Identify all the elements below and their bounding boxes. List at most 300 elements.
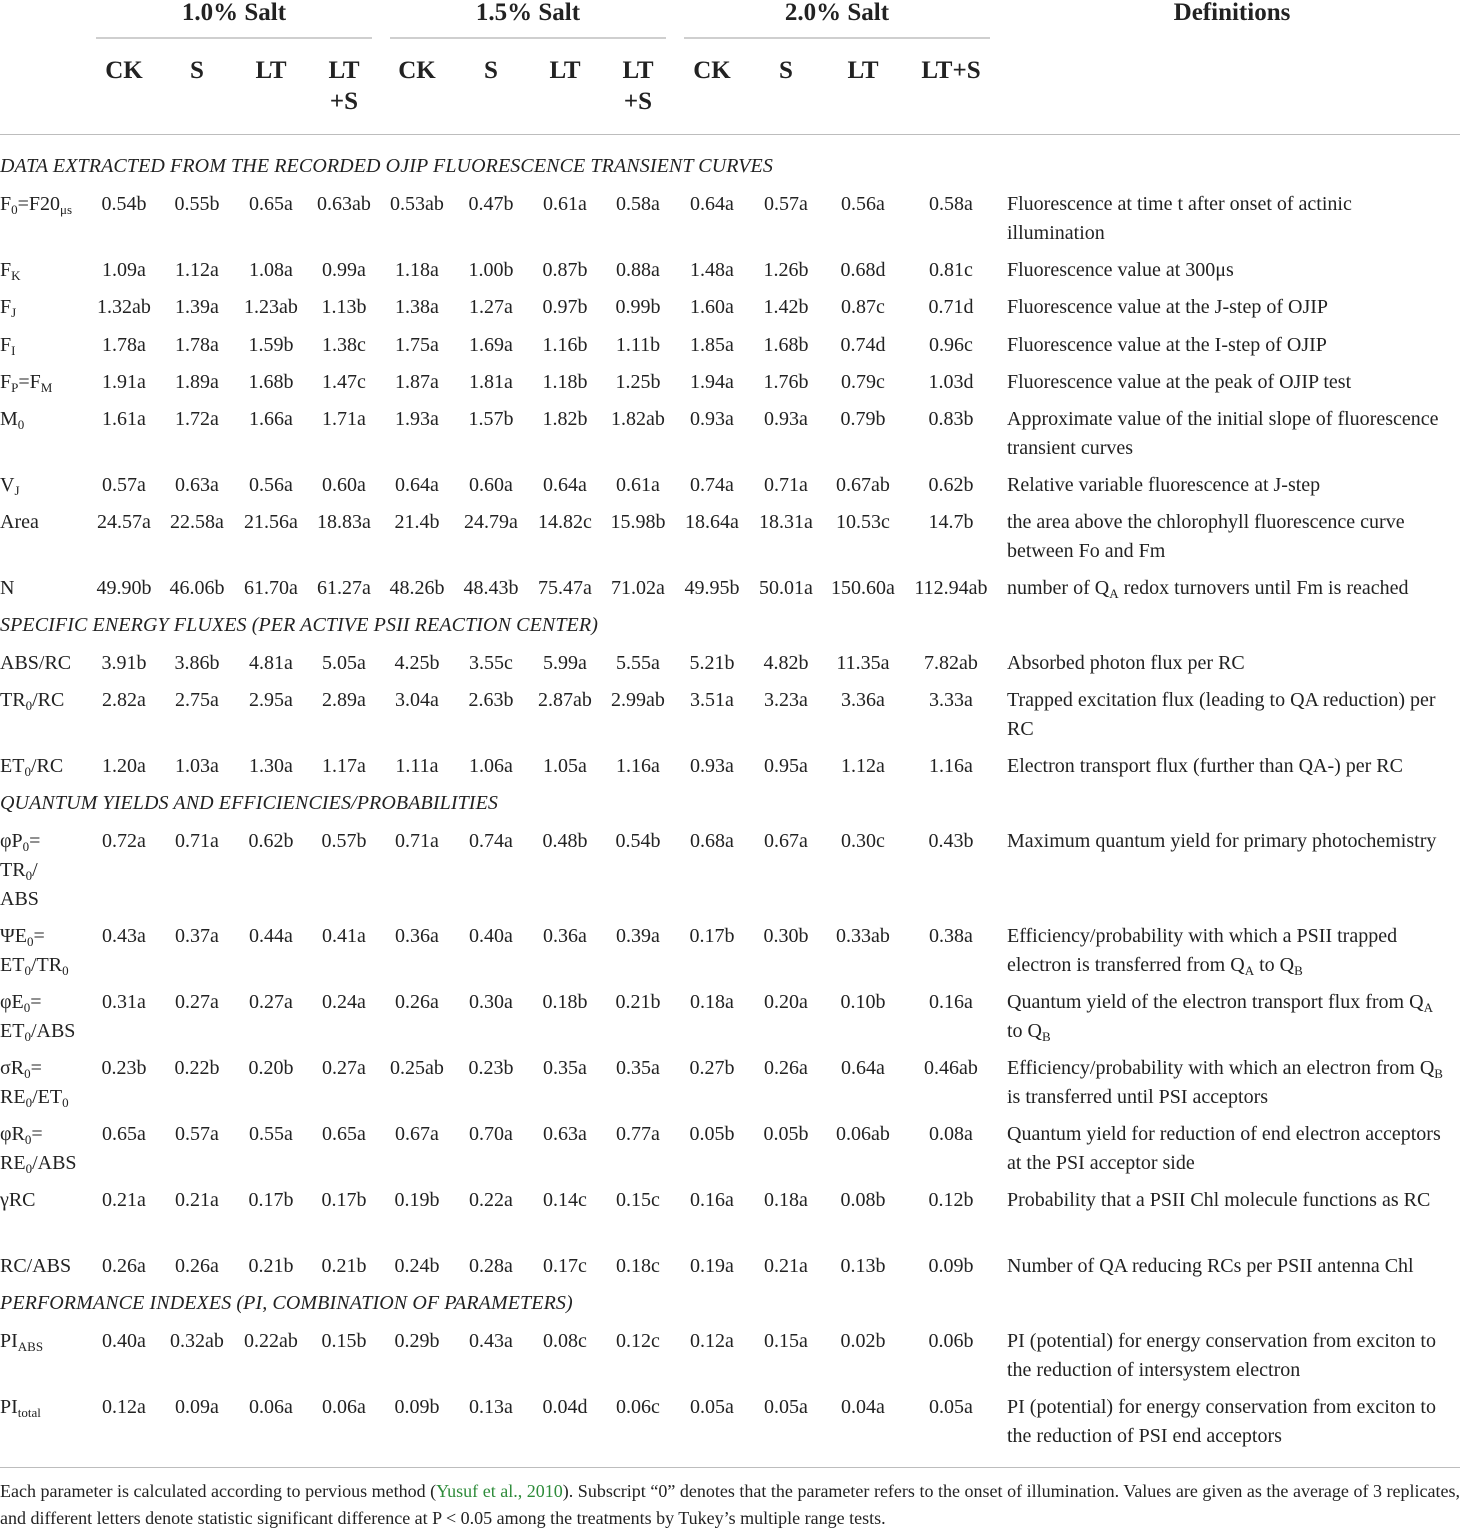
value-cell: 0.74a <box>469 830 513 852</box>
value-cell: 0.57a <box>175 1123 219 1145</box>
group-rule <box>390 37 666 39</box>
value-cell: 0.15c <box>616 1189 660 1211</box>
value-cell: 1.82ab <box>611 408 665 430</box>
column-header: CK <box>693 57 731 84</box>
value-cell: 49.95b <box>684 577 740 599</box>
row-label: $F_J$ <box>0 296 17 320</box>
value-cell: 0.65a <box>322 1123 366 1145</box>
value-cell: 1.39a <box>175 296 219 318</box>
column-header: CK <box>105 57 143 84</box>
value-cell: 1.78a <box>175 334 219 356</box>
value-cell: 1.60a <box>690 296 734 318</box>
value-cell: 0.77a <box>616 1123 660 1145</box>
value-cell: 21.56a <box>244 511 298 533</box>
value-cell: 0.40a <box>469 925 513 947</box>
value-cell: 0.15b <box>321 1330 367 1352</box>
value-cell: 1.48a <box>690 259 734 281</box>
value-cell: 1.32ab <box>97 296 151 318</box>
value-cell: 0.96c <box>929 334 973 356</box>
value-cell: 1.69a <box>469 334 513 356</box>
value-cell: 1.00b <box>468 259 514 281</box>
value-cell: 0.23b <box>468 1057 514 1079</box>
value-cell: 0.40a <box>102 1330 146 1352</box>
value-cell: 2.99ab <box>611 689 665 711</box>
value-cell: 0.09b <box>394 1396 440 1418</box>
column-header: LT+S <box>921 57 981 84</box>
group-rule <box>96 37 372 39</box>
value-cell: 24.57a <box>97 511 151 533</box>
value-cell: 1.17a <box>322 755 366 777</box>
value-cell: 0.28a <box>469 1255 513 1277</box>
value-cell: 0.18a <box>690 991 734 1013</box>
value-cell: 0.61a <box>616 474 660 496</box>
value-cell: 0.27a <box>175 991 219 1013</box>
value-cell: 0.27a <box>322 1057 366 1079</box>
value-cell: 0.71a <box>764 474 808 496</box>
value-cell: 0.26a <box>395 991 439 1013</box>
value-cell: 0.93a <box>690 408 734 430</box>
value-cell: 0.60a <box>322 474 366 496</box>
value-cell: 1.89a <box>175 371 219 393</box>
row-label: $\Psi E_0=$ $ET_0/TR_0$ <box>0 925 69 978</box>
value-cell: 0.05a <box>690 1396 734 1418</box>
value-cell: 0.71d <box>928 296 974 318</box>
value-cell: 0.70a <box>469 1123 513 1145</box>
value-cell: 1.13b <box>321 296 367 318</box>
value-cell: 1.85a <box>690 334 734 356</box>
value-cell: 1.68b <box>248 371 294 393</box>
row-label: $\varphi P_0=$ $TR_0/$ ABS <box>0 830 41 910</box>
value-cell: 0.57a <box>764 193 808 215</box>
row-label: $V_J$ <box>0 474 20 498</box>
value-cell: 61.27a <box>317 577 371 599</box>
value-cell: 0.12a <box>690 1330 734 1352</box>
value-cell: 150.60a <box>831 577 895 599</box>
definition-text: Electron transport flux (further than QA-) per RC <box>1007 755 1403 777</box>
value-cell: 5.05a <box>322 652 366 674</box>
value-cell: 3.33a <box>929 689 973 711</box>
value-cell: 0.21b <box>248 1255 294 1277</box>
definition-text: Efficiency/probability with which a PSII trapped electron is transferred from $Q_A$ to $Q_B$ <box>1007 925 1398 978</box>
value-cell: 0.26a <box>175 1255 219 1277</box>
value-cell: 0.57a <box>102 474 146 496</box>
value-cell: 4.81a <box>249 652 293 674</box>
value-cell: 1.72a <box>175 408 219 430</box>
value-cell: 1.25b <box>615 371 661 393</box>
value-cell: 0.54b <box>101 193 147 215</box>
row-label: $PI_{ABS}$ <box>0 1330 44 1354</box>
value-cell: 0.79c <box>841 371 885 393</box>
value-cell: 1.76b <box>763 371 809 393</box>
value-cell: 0.67ab <box>836 474 890 496</box>
value-cell: 1.94a <box>690 371 734 393</box>
value-cell: 18.31a <box>759 511 813 533</box>
row-label: $F_P=F_M$ <box>0 371 53 395</box>
value-cell: 0.57b <box>321 830 367 852</box>
value-cell: 0.06a <box>249 1396 293 1418</box>
value-cell: 0.47b <box>468 193 514 215</box>
value-cell: 18.64a <box>685 511 739 533</box>
value-cell: 1.38a <box>395 296 439 318</box>
row-label: RC/ABS <box>0 1255 72 1277</box>
value-cell: 0.62b <box>248 830 294 852</box>
value-cell: 0.72a <box>102 830 146 852</box>
section-heading: QUANTUM YIELDS AND EFFICIENCIES/PROBABILITIES <box>0 792 498 814</box>
row-label: Area <box>0 511 39 533</box>
section-heading: DATA EXTRACTED FROM THE RECORDED OJIP FLUORESCENCE TRANSIENT CURVES <box>0 155 773 177</box>
value-cell: 0.99a <box>322 259 366 281</box>
definition-text: Maximum quantum yield for primary photochemistry <box>1007 830 1437 852</box>
value-cell: 1.16a <box>929 755 973 777</box>
value-cell: 0.31a <box>102 991 146 1013</box>
definition-text: Trapped excitation flux (leading to QA reduction) per RC <box>1007 689 1436 740</box>
value-cell: 0.39a <box>616 925 660 947</box>
value-cell: 7.82ab <box>924 652 978 674</box>
value-cell: 3.91b <box>101 652 147 674</box>
value-cell: 0.81c <box>929 259 973 281</box>
value-cell: 3.51a <box>690 689 734 711</box>
value-cell: 0.87c <box>841 296 885 318</box>
value-cell: 1.16b <box>542 334 588 356</box>
value-cell: 0.30c <box>841 830 885 852</box>
value-cell: 0.21a <box>764 1255 808 1277</box>
value-cell: 0.22b <box>174 1057 220 1079</box>
definition-text: Quantum yield of the electron transport flux from $Q_A$ to $Q_B$ <box>1007 991 1433 1044</box>
value-cell: 0.27b <box>689 1057 735 1079</box>
value-cell: 24.79a <box>464 511 518 533</box>
value-cell: 0.12a <box>102 1396 146 1418</box>
value-cell: 0.21b <box>615 991 661 1013</box>
value-cell: 2.63b <box>468 689 514 711</box>
definition-text: Quantum yield for reduction of end electron acceptors at the PSI acceptor side <box>1007 1123 1441 1174</box>
value-cell: 0.23b <box>101 1057 147 1079</box>
value-cell: 2.95a <box>249 689 293 711</box>
definition-text: Fluorescence at time t after onset of actinic illumination <box>1007 193 1352 244</box>
value-cell: 1.93a <box>395 408 439 430</box>
value-cell: 0.99b <box>615 296 661 318</box>
value-cell: 4.82b <box>763 652 809 674</box>
definition-text: Absorbed photon flux per RC <box>1007 652 1245 674</box>
value-cell: 0.36a <box>395 925 439 947</box>
citation-link[interactable]: Yusuf et al., 2010 <box>436 1481 563 1501</box>
value-cell: 0.48b <box>542 830 588 852</box>
definition-text: Relative variable fluorescence at J-step <box>1007 474 1321 496</box>
value-cell: 1.18b <box>542 371 588 393</box>
value-cell: 0.88a <box>616 259 660 281</box>
value-cell: 71.02a <box>611 577 665 599</box>
value-cell: 1.30a <box>249 755 293 777</box>
definition-text: Probability that a PSII Chl molecule functions as RC <box>1007 1189 1431 1211</box>
value-cell: 3.86b <box>174 652 220 674</box>
value-cell: 10.53c <box>836 511 890 533</box>
column-header: S <box>190 57 204 84</box>
value-cell: 0.56a <box>841 193 885 215</box>
value-cell: 1.91a <box>102 371 146 393</box>
value-cell: 1.09a <box>102 259 146 281</box>
value-cell: 0.32ab <box>170 1330 224 1352</box>
value-cell: 1.27a <box>469 296 513 318</box>
value-cell: 1.81a <box>469 371 513 393</box>
value-cell: 11.35a <box>836 652 890 674</box>
value-cell: 0.55a <box>249 1123 293 1145</box>
value-cell: 0.33ab <box>836 925 890 947</box>
header-rule <box>0 134 1460 135</box>
value-cell: 0.43a <box>102 925 146 947</box>
value-cell: 0.62b <box>928 474 974 496</box>
value-cell: 3.23a <box>764 689 808 711</box>
group-header: 2.0% Salt <box>784 0 890 26</box>
definition-text: Fluorescence value at 300μs <box>1007 259 1234 281</box>
row-label: $\varphi E_0=$ $ET_0$/ABS <box>0 991 76 1044</box>
group-header: 1.5% Salt <box>475 0 581 26</box>
value-cell: 0.43a <box>469 1330 513 1352</box>
value-cell: 0.79b <box>840 408 886 430</box>
value-cell: 1.75a <box>395 334 439 356</box>
value-cell: 21.4b <box>394 511 440 533</box>
value-cell: 0.17b <box>689 925 735 947</box>
section-heading: PERFORMANCE INDEXES (PI, COMBINATION OF PARAMETERS) <box>0 1292 573 1314</box>
row-label: $F_0=F20_{\mu s}$ <box>0 193 73 217</box>
group-header: 1.0% Salt <box>181 0 287 26</box>
value-cell: 0.17c <box>543 1255 587 1277</box>
definitions-header: Definitions <box>1173 0 1291 26</box>
value-cell: 0.74a <box>690 474 734 496</box>
value-cell: 22.58a <box>170 511 224 533</box>
value-cell: 0.30b <box>763 925 809 947</box>
value-cell: 0.08c <box>543 1330 587 1352</box>
value-cell: 1.78a <box>102 334 146 356</box>
value-cell: 0.09b <box>928 1255 974 1277</box>
value-cell: 0.64a <box>543 474 587 496</box>
value-cell: 0.64a <box>395 474 439 496</box>
value-cell: 0.05b <box>689 1123 735 1145</box>
definition-text: PI (potential) for energy conservation from exciton to the reduction of intersystem electron <box>1007 1330 1436 1381</box>
value-cell: 0.58a <box>929 193 973 215</box>
value-cell: 0.60a <box>469 474 513 496</box>
value-cell: 5.55a <box>616 652 660 674</box>
value-cell: 1.47c <box>322 371 366 393</box>
column-header: LT <box>549 57 581 84</box>
value-cell: 0.97b <box>542 296 588 318</box>
definition-text: number of $Q_A$ redox turnovers until Fm is reached <box>1007 577 1409 601</box>
value-cell: 0.08a <box>929 1123 973 1145</box>
value-cell: 1.11b <box>615 334 661 356</box>
value-cell: 0.04d <box>542 1396 588 1418</box>
value-cell: 1.03a <box>175 755 219 777</box>
value-cell: 0.63ab <box>317 193 371 215</box>
value-cell: 2.82a <box>102 689 146 711</box>
value-cell: 0.10b <box>840 991 886 1013</box>
value-cell: 48.26b <box>389 577 445 599</box>
value-cell: 15.98b <box>610 511 666 533</box>
value-cell: 1.12a <box>841 755 885 777</box>
value-cell: 75.47a <box>538 577 592 599</box>
value-cell: 18.83a <box>317 511 371 533</box>
value-cell: 0.37a <box>175 925 219 947</box>
value-cell: 0.05a <box>764 1396 808 1418</box>
definition-text: Fluorescence value at the peak of OJIP test <box>1007 371 1352 393</box>
value-cell: 0.16a <box>690 1189 734 1211</box>
column-header: LT <box>847 57 879 84</box>
value-cell: 112.94ab <box>914 577 988 599</box>
value-cell: 2.75a <box>175 689 219 711</box>
column-header: LT +S <box>328 57 360 115</box>
value-cell: 1.38c <box>322 334 366 356</box>
value-cell: 0.26a <box>764 1057 808 1079</box>
value-cell: 3.55c <box>469 652 513 674</box>
value-cell: 0.22a <box>469 1189 513 1211</box>
section-heading: SPECIFIC ENERGY FLUXES (PER ACTIVE PSII REACTION CENTER) <box>0 614 598 636</box>
value-cell: 0.65a <box>102 1123 146 1145</box>
value-cell: 0.22ab <box>244 1330 298 1352</box>
value-cell: 1.61a <box>102 408 146 430</box>
row-label: N <box>0 577 15 599</box>
value-cell: 0.19a <box>690 1255 734 1277</box>
footer-rule <box>0 1467 1460 1468</box>
value-cell: 0.54b <box>615 830 661 852</box>
value-cell: 0.21a <box>102 1189 146 1211</box>
value-cell: 14.82c <box>538 511 592 533</box>
value-cell: 61.70a <box>244 577 298 599</box>
value-cell: 0.18a <box>764 1189 808 1211</box>
value-cell: 1.68b <box>763 334 809 356</box>
value-cell: 0.35a <box>616 1057 660 1079</box>
definition-text: PI (potential) for energy conservation from exciton to the reduction of PSI end acceptors <box>1007 1396 1436 1447</box>
value-cell: 0.38a <box>929 925 973 947</box>
value-cell: 1.23ab <box>244 296 298 318</box>
value-cell: 1.42b <box>763 296 809 318</box>
value-cell: 1.59b <box>248 334 294 356</box>
row-label: $F_K$ <box>0 259 21 283</box>
value-cell: 4.25b <box>394 652 440 674</box>
value-cell: 0.63a <box>543 1123 587 1145</box>
value-cell: 0.46ab <box>924 1057 978 1079</box>
value-cell: 0.12b <box>928 1189 974 1211</box>
value-cell: 1.57b <box>468 408 514 430</box>
row-label: γRC <box>0 1189 36 1211</box>
value-cell: 0.15a <box>764 1330 808 1352</box>
value-cell: 0.64a <box>841 1057 885 1079</box>
value-cell: 1.26b <box>763 259 809 281</box>
value-cell: 46.06b <box>169 577 225 599</box>
value-cell: 2.89a <box>322 689 366 711</box>
value-cell: 1.06a <box>469 755 513 777</box>
row-label: $\varphi R_0=$ $RE_0$/ABS <box>0 1123 77 1176</box>
group-rule <box>684 37 990 39</box>
value-cell: 1.11a <box>395 755 439 777</box>
value-cell: 0.24b <box>394 1255 440 1277</box>
value-cell: 0.06c <box>616 1396 660 1418</box>
value-cell: 0.18b <box>542 991 588 1013</box>
value-cell: 0.68a <box>690 830 734 852</box>
column-header: CK <box>398 57 436 84</box>
value-cell: 0.19b <box>394 1189 440 1211</box>
value-cell: 0.05a <box>929 1396 973 1418</box>
value-cell: 1.71a <box>322 408 366 430</box>
definition-text: Fluorescence value at the I-step of OJIP <box>1007 334 1327 356</box>
value-cell: 0.44a <box>249 925 293 947</box>
value-cell: 3.04a <box>395 689 439 711</box>
value-cell: 1.66a <box>249 408 293 430</box>
value-cell: 0.05b <box>763 1123 809 1145</box>
value-cell: 0.93a <box>690 755 734 777</box>
value-cell: 0.02b <box>840 1330 886 1352</box>
value-cell: 0.43b <box>928 830 974 852</box>
value-cell: 0.27a <box>249 991 293 1013</box>
row-label: $PI_{total}$ <box>0 1396 41 1420</box>
value-cell: 50.01a <box>759 577 813 599</box>
value-cell: 0.71a <box>395 830 439 852</box>
value-cell: 0.55b <box>174 193 220 215</box>
column-header: S <box>779 57 793 84</box>
value-cell: 0.63a <box>175 474 219 496</box>
column-header: S <box>484 57 498 84</box>
value-cell: 0.83b <box>928 408 974 430</box>
value-cell: 0.58a <box>616 193 660 215</box>
value-cell: 0.36a <box>543 925 587 947</box>
column-header: LT +S <box>622 57 654 115</box>
value-cell: 1.08a <box>249 259 293 281</box>
row-label: $TR_0/RC$ <box>0 689 65 713</box>
value-cell: 5.99a <box>543 652 587 674</box>
value-cell: 0.09a <box>175 1396 219 1418</box>
definition-text: Efficiency/probability with which an electron from $Q_B$ is transferred until PSI acceptors <box>1007 1057 1443 1108</box>
value-cell: 0.93a <box>764 408 808 430</box>
row-label: $M_0$ <box>0 408 25 432</box>
value-cell: 1.18a <box>395 259 439 281</box>
value-cell: 0.20b <box>248 1057 294 1079</box>
value-cell: 0.67a <box>764 830 808 852</box>
value-cell: 0.64a <box>690 193 734 215</box>
value-cell: 0.65a <box>249 193 293 215</box>
row-label: $ET_0/RC$ <box>0 755 64 779</box>
value-cell: 1.05a <box>543 755 587 777</box>
value-cell: 5.21b <box>689 652 735 674</box>
table-footnote <box>0 1478 1460 1532</box>
definition-text: Approximate value of the initial slope of fluorescence transient curves <box>1007 408 1439 459</box>
value-cell: 0.06a <box>322 1396 366 1418</box>
column-header: LT <box>255 57 287 84</box>
value-cell: 0.14c <box>543 1189 587 1211</box>
row-label: ABS/RC <box>0 652 72 674</box>
value-cell: 0.16a <box>929 991 973 1013</box>
value-cell: 0.13a <box>469 1396 513 1418</box>
value-cell: 0.17b <box>248 1189 294 1211</box>
value-cell: 0.30a <box>469 991 513 1013</box>
value-cell: 0.29b <box>394 1330 440 1352</box>
value-cell: 0.12c <box>616 1330 660 1352</box>
row-label: $F_I$ <box>0 334 16 358</box>
value-cell: 1.87a <box>395 371 439 393</box>
value-cell: 49.90b <box>96 577 152 599</box>
value-cell: 0.35a <box>543 1057 587 1079</box>
value-cell: 0.08b <box>840 1189 886 1211</box>
value-cell: 0.95a <box>764 755 808 777</box>
value-cell: 0.20a <box>764 991 808 1013</box>
footnote-before: Each parameter is calculated according to pervious method ( <box>0 1481 437 1501</box>
value-cell: 0.68d <box>840 259 886 281</box>
value-cell: 0.21b <box>321 1255 367 1277</box>
value-cell: 0.13b <box>840 1255 886 1277</box>
value-cell: 0.71a <box>175 830 219 852</box>
value-cell: 0.18c <box>616 1255 660 1277</box>
definition-text: the area above the chlorophyll fluorescence curve between Fo and Fm <box>1007 511 1405 562</box>
definition-text: Fluorescence value at the J-step of OJIP <box>1007 296 1329 318</box>
value-cell: 0.17b <box>321 1189 367 1211</box>
value-cell: 1.16a <box>616 755 660 777</box>
value-cell: 3.36a <box>841 689 885 711</box>
value-cell: 1.20a <box>102 755 146 777</box>
